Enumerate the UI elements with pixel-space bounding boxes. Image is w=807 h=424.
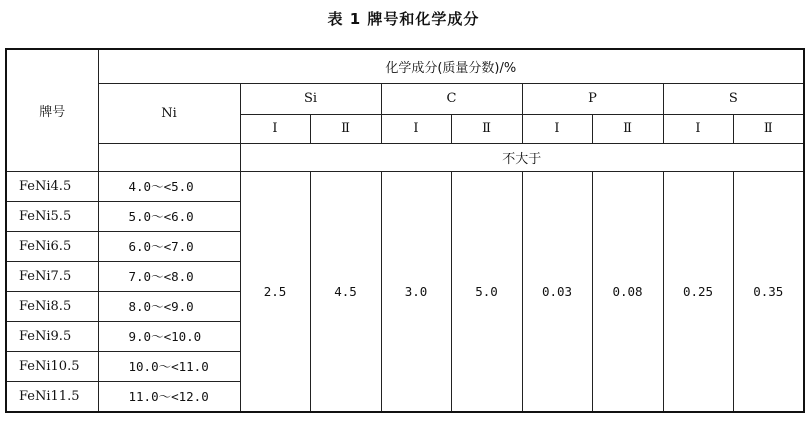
c-grade-1-limit: 3.0 <box>381 171 451 412</box>
brand-cell: FeNi9.5 <box>6 321 98 351</box>
c-grade-1-header: Ⅰ <box>381 114 451 143</box>
ni-header-spacer <box>98 143 240 171</box>
brand-cell: FeNi6.5 <box>6 231 98 261</box>
table-caption: 表 1 牌号和化学成分 <box>327 10 480 28</box>
s-grade-2-limit: 0.35 <box>733 171 804 412</box>
si-grade-1-limit: 2.5 <box>240 171 310 412</box>
si-grade-2-header: Ⅱ <box>310 114 381 143</box>
p-grade-1-limit: 0.03 <box>522 171 592 412</box>
s-grade-1-limit: 0.25 <box>663 171 733 412</box>
ni-range-cell: 8.0～<9.0 <box>98 291 240 321</box>
header-row-elements <box>6 83 804 114</box>
s-grade-1-header: Ⅰ <box>663 114 733 143</box>
s-header: S <box>663 83 804 114</box>
c-header: C <box>381 83 522 114</box>
brand-cell: FeNi11.5 <box>6 381 98 412</box>
c-grade-2-limit: 5.0 <box>451 171 522 412</box>
brand-cell: FeNi7.5 <box>6 261 98 291</box>
header-row-composition <box>6 49 804 83</box>
header-row-note <box>6 143 804 171</box>
p-grade-2-header: Ⅱ <box>592 114 663 143</box>
brand-cell: FeNi10.5 <box>6 351 98 381</box>
si-grade-1-header: Ⅰ <box>240 114 310 143</box>
ni-range-cell: 11.0～<12.0 <box>98 381 240 412</box>
ni-range-cell: 4.0～<5.0 <box>98 171 240 201</box>
c-grade-2-header: Ⅱ <box>451 114 522 143</box>
ni-range-cell: 10.0～<11.0 <box>98 351 240 381</box>
brand-cell: FeNi5.5 <box>6 201 98 231</box>
brand-cell: FeNi4.5 <box>6 171 98 201</box>
si-header: Si <box>240 83 381 114</box>
table-row <box>6 171 804 201</box>
p-header: P <box>522 83 663 114</box>
ni-range-cell: 6.0～<7.0 <box>98 231 240 261</box>
composition-header: 化学成分(质量分数)/% <box>98 49 804 83</box>
brand-cell: FeNi8.5 <box>6 291 98 321</box>
ni-range-cell: 9.0～<10.0 <box>98 321 240 351</box>
ni-range-cell: 5.0～<6.0 <box>98 201 240 231</box>
s-grade-2-header: Ⅱ <box>733 114 804 143</box>
p-grade-2-limit: 0.08 <box>592 171 663 412</box>
brand-header: 牌号 <box>6 49 98 171</box>
ni-header: Ni <box>98 83 240 143</box>
p-grade-1-header: Ⅰ <box>522 114 592 143</box>
ni-range-cell: 7.0～<8.0 <box>98 261 240 291</box>
si-grade-2-limit: 4.5 <box>310 171 381 412</box>
not-more-than-label: 不大于 <box>240 143 804 171</box>
composition-table <box>5 48 805 413</box>
